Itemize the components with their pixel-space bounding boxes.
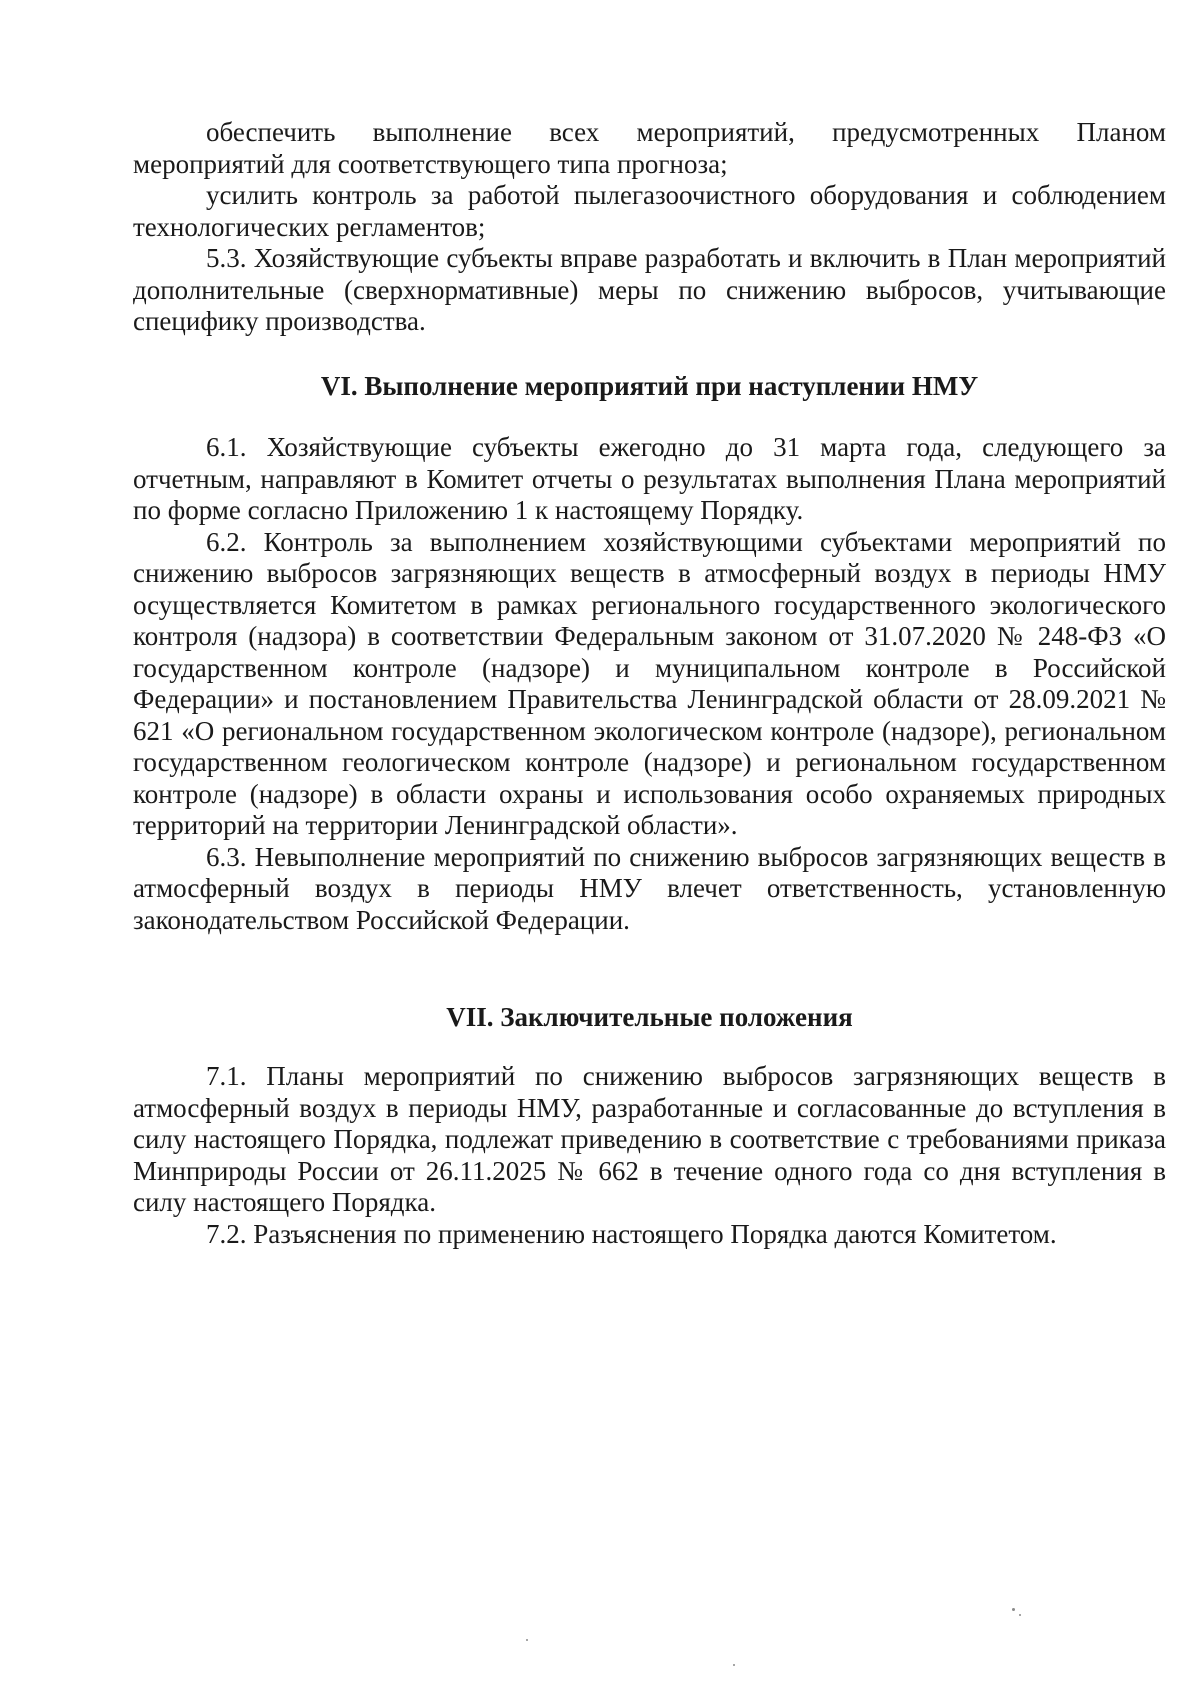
paragraph-7-2: 7.2. Разъяснения по применению настоящего Порядка даются Комитетом. (206, 1218, 1057, 1249)
section-6-body (133, 432, 1166, 936)
scan-speck (1019, 1614, 1021, 1616)
paragraph-7-1: 7.1. Планы мероприятий по снижению выбросов загрязняющих веществ в атмосферный воздух в периоды НМУ, разработанные и согласованные до вступления в силу настоящего Порядка, подлежат приведению в соответствие с требованиями приказа Минприроды России от 26.11.2025 № 662 в течение одного года со дня вступления в силу настоящего Порядка. (133, 1061, 1166, 1217)
paragraph-6-1: 6.1. Хозяйствующие субъекты ежегодно до 31 марта года, следующего за отчетным, направляют в Комитет отчеты о результатах выполнения Плана мероприятий по форме согласно Приложению 1 к настоящему Порядку. (133, 432, 1166, 525)
section-7-heading: VII. Заключительные положения (446, 1002, 853, 1032)
scan-speck (1012, 1608, 1015, 1611)
section-6-heading: VI. Выполнение мероприятий при наступлении НМУ (320, 371, 979, 401)
section-7-body (133, 1061, 1166, 1250)
section-6-heading-block (133, 371, 1166, 403)
paragraph-6-2: 6.2. Контроль за выполнением хозяйствующими субъектами мероприятий по снижению выбросов загрязняющих веществ в атмосферный воздух в периоды НМУ осуществляется Комитетом в рамках регионального государственного экологического контроля (надзора) в соответствии Федеральным законом от 31.07.2020 № 248-ФЗ «О государственном контроле (надзоре) и муниципальном контроле в Российской Федерации» и постановлением Правительства Ленинградской области от 28.09.2021 № 621 «О региональном государственном экологическом контроле (надзоре), региональном государственном геологическом контроле (надзоре) и региональном государственном контроле (надзоре) в области охраны и использования особо охраняемых природных территорий на территории Ленинградской области». (133, 526, 1166, 840)
paragraph-strengthen-control: усилить контроль за работой пылегазоочистного оборудования и соблюдением технологических регламентов; (133, 180, 1166, 242)
paragraph-5-3: 5.3. Хозяйствующие субъекты вправе разработать и включить в План мероприятий дополнительные (сверхнормативные) меры по снижению выбросов, учитывающие специфику производства. (133, 243, 1166, 336)
scan-speck (733, 1664, 735, 1666)
paragraph-6-3: 6.3. Невыполнение мероприятий по снижению выбросов загрязняющих веществ в атмосферный воздух в периоды НМУ влечет ответственность, установленную законодательством Российской Федерации. (133, 841, 1166, 935)
scan-speck (526, 1639, 528, 1641)
paragraph-ensure-measures: обеспечить выполнение всех мероприятий, предусмотренных Планом мероприятий для соответствующего типа прогноза; (133, 117, 1166, 179)
section-5-continuation (133, 117, 1166, 338)
section-7-heading-block (133, 1002, 1166, 1034)
